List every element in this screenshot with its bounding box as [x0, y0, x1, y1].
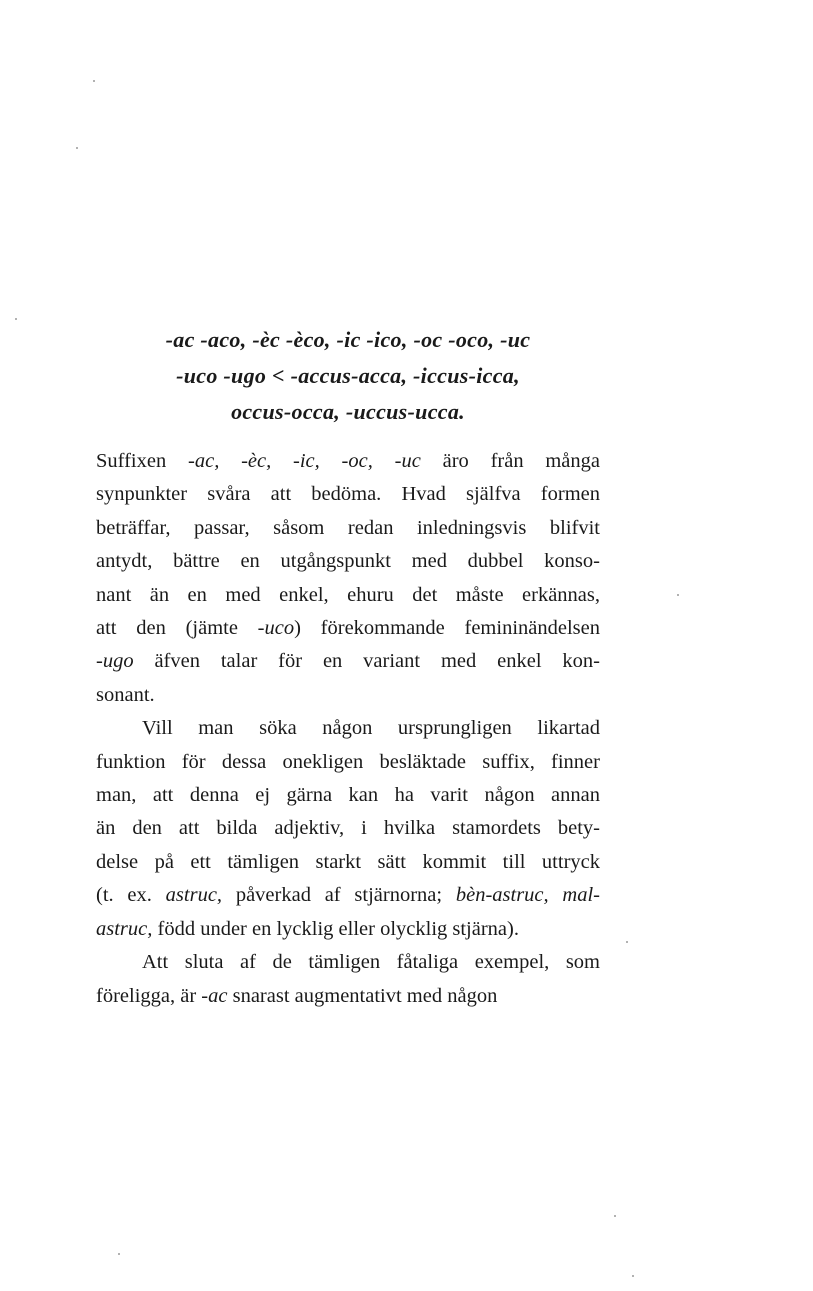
text-span: nant än en med enkel, ehuru det måste erkännas, — [96, 583, 600, 606]
scan-speck — [15, 318, 17, 320]
text-line — [96, 746, 600, 779]
text-span: Suffixen — [96, 450, 189, 472]
text-span: äfven talar för en variant med enkel kon- — [133, 650, 600, 673]
heading-line-2: -uco -ugo < -accus-acca, -iccus-icca, — [176, 363, 520, 388]
scan-speck — [76, 147, 78, 149]
text-line — [96, 712, 600, 745]
text-line — [96, 478, 600, 511]
heading-line-1: -ac -aco, -èc -èco, -ic -ico, -oc -oco, -uc — [165, 327, 531, 352]
heading-line-3: occus-occa, -uccus-ucca. — [231, 399, 465, 424]
text-span: beträffar, passar, såsom redan inledningsvis blifvit — [96, 516, 600, 539]
italic-term: -uco — [257, 617, 295, 640]
text-span: Vill man söka någon ursprungligen likartad — [142, 717, 600, 740]
text-line — [96, 512, 600, 545]
scan-speck — [118, 1253, 120, 1255]
italic-term: astruc, — [96, 917, 153, 940]
text-span: antydt, bättre en utgångspunkt med dubbel konso- — [96, 550, 600, 573]
scan-speck — [677, 594, 679, 596]
italic-term: -ac — [201, 984, 228, 1007]
italic-term: astruc, — [165, 884, 223, 907]
text-span: snarast augmentativt med någon — [227, 984, 498, 1007]
text-line — [96, 846, 600, 879]
text-span: man, att denna ej gärna kan ha varit någon annan — [96, 784, 600, 807]
text-span: delse på ett tämligen starkt sätt kommit till uttryck — [96, 850, 600, 873]
scan-speck — [93, 80, 95, 82]
text-span: synpunkter svåra att bedöma. Hvad själfva formen — [96, 483, 600, 506]
text-line — [96, 679, 600, 712]
italic-term: -ugo — [96, 650, 134, 673]
paragraph-1 — [96, 445, 600, 712]
section-heading — [92, 322, 604, 430]
text-line — [96, 879, 600, 912]
text-span: Att sluta af de tämligen fåtaliga exempel, som — [142, 951, 600, 974]
text-line — [96, 812, 600, 845]
scan-speck — [614, 1215, 616, 1217]
scan-speck — [626, 941, 628, 943]
text-span: ) förekommande femininändelsen — [294, 617, 600, 640]
text-line — [96, 645, 600, 678]
text-span: (t. ex. — [96, 884, 166, 907]
text-span: att den (jämte — [96, 617, 258, 640]
paragraph-3 — [96, 946, 600, 1013]
text-line — [96, 612, 600, 645]
paragraph-2 — [96, 712, 600, 946]
text-span: föreligga, är — [96, 984, 202, 1007]
italic-term: -ac, -èc, -ic, -oc, -uc — [188, 450, 421, 472]
scan-speck — [632, 1275, 634, 1277]
text-span: påverkad af stjärnorna; — [222, 884, 456, 907]
text-span: född under en lycklig eller olycklig stjärna). — [152, 917, 519, 940]
text-span: än den att bilda adjektiv, i hvilka stamordets bety- — [96, 817, 600, 840]
text-span: funktion för dessa onekligen besläktade suffix, finner — [96, 750, 600, 773]
text-line — [96, 779, 600, 812]
text-line — [96, 980, 600, 1013]
text-span: äro från många — [420, 450, 600, 472]
text-line — [96, 946, 600, 979]
text-line — [96, 545, 600, 578]
text-span: sonant. — [96, 683, 155, 706]
text-line — [96, 913, 600, 946]
italic-term: bèn-astruc, mal- — [455, 884, 600, 907]
text-line — [96, 579, 600, 612]
text-line — [96, 445, 600, 478]
body-text — [96, 445, 600, 1013]
